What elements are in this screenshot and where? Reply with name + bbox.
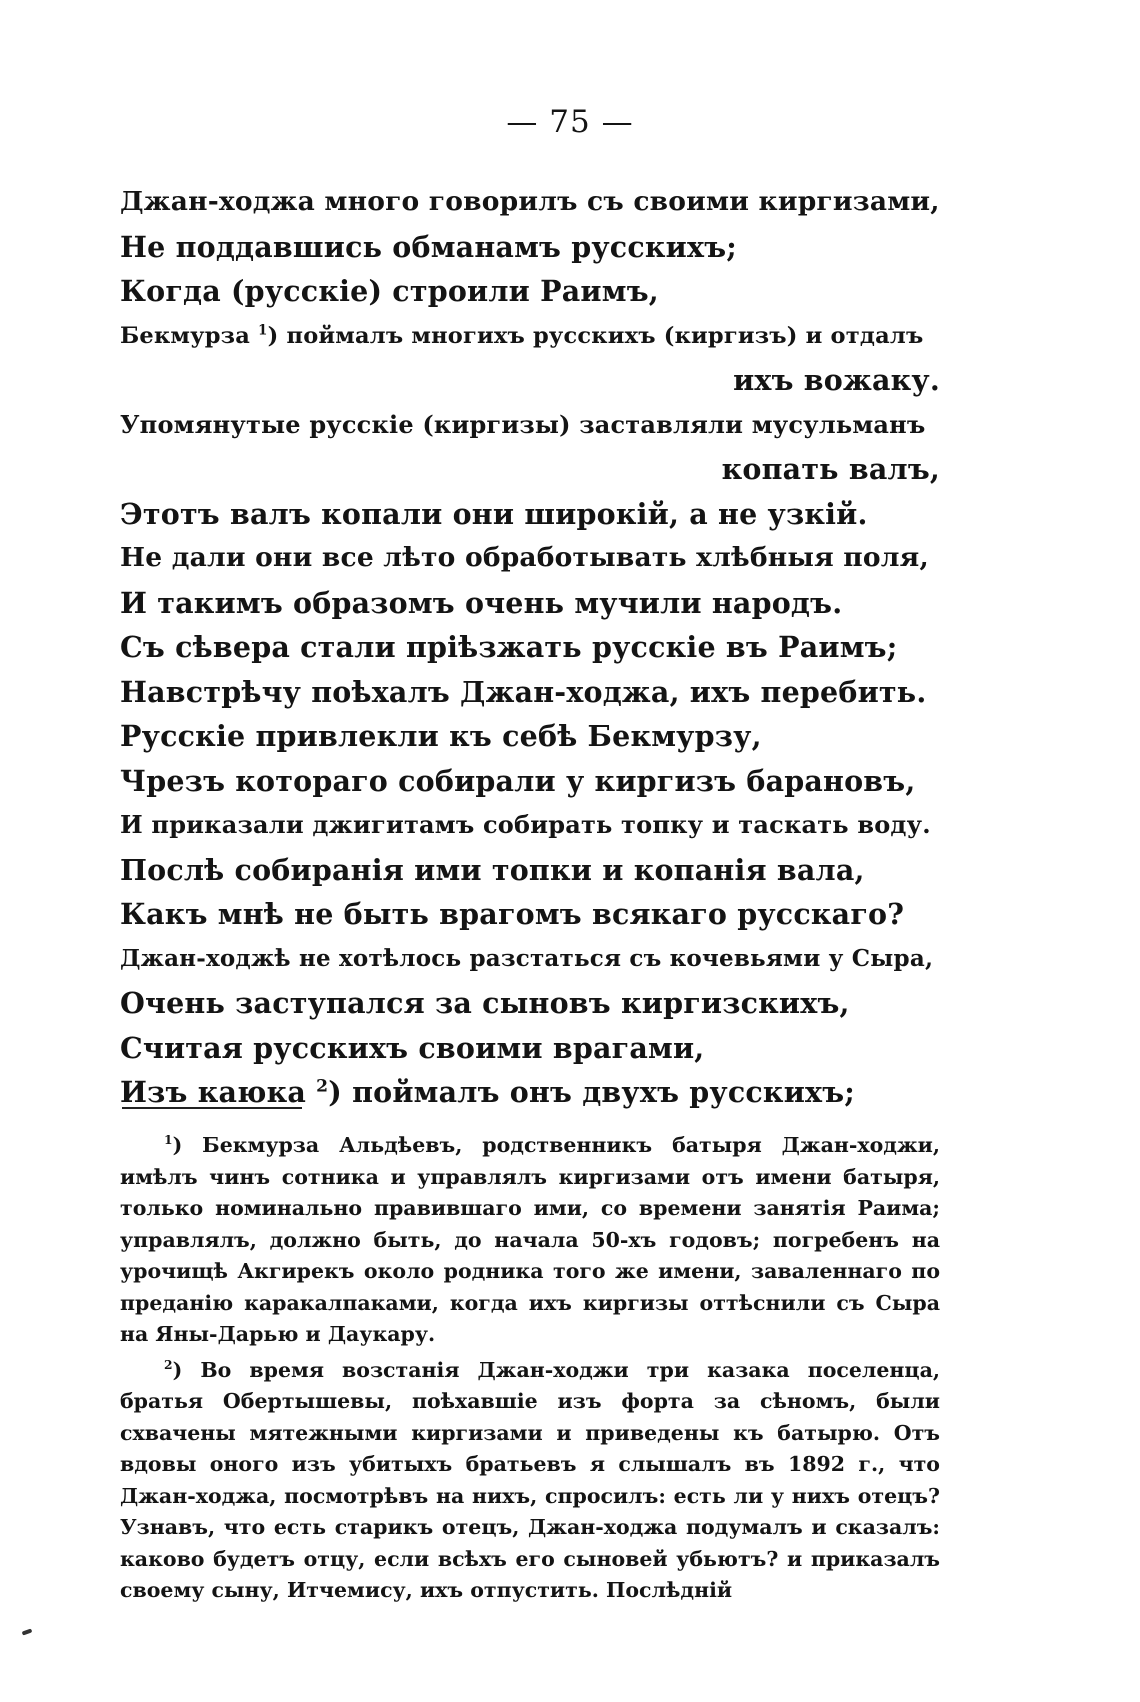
poem-line: Съ сѣвера стали пріѣзжать русскіе въ Раимъ;	[120, 630, 898, 664]
poem-line: Джан-ходжѣ не хотѣлось разстаться съ кочевьями у Сыра,	[120, 944, 934, 972]
footnote-text: ) Во время возстанія Джан-ходжи три казака поселенца, братья Обертышевы, поѣхавшіе изъ форта за сѣномъ, были схвачены мятежными киргизами и приведены къ батырю. Отъ вдовы оного изъ убитыхъ братьевъ я слышалъ въ 1892 г., что Джан-ходжа, посмотрѣвъ на нихъ, спросилъ: есть ли у нихъ отецъ? Узнавъ, что есть старикъ отецъ, Джан-ходжа подумалъ и сказалъ: каково будетъ отцу, если всѣхъ его сыновей убьютъ? и приказалъ своему сыну, Итчемису, ихъ отпустить. Послѣдній	[120, 1357, 940, 1602]
footnotes-section	[120, 1130, 940, 1611]
footnote-2	[120, 1355, 940, 1607]
poem-line-continuation: ихъ вожаку.	[733, 363, 940, 397]
page-number: — 75 —	[506, 104, 634, 140]
poem-line: Упомянутые русскіе (киргизы) заставляли мусульманъ	[120, 409, 926, 439]
poem-line: Когда (русскіе) строили Раимъ,	[120, 274, 659, 308]
poem-line-continuation: копать валъ,	[721, 452, 940, 486]
footnote-divider	[122, 1107, 302, 1109]
footnote-reference: 1	[258, 322, 268, 338]
poem-line: Чрезъ котораго собирали у киргизъ барановъ,	[120, 763, 916, 798]
poem-block	[120, 180, 940, 1115]
ink-speck	[22, 1628, 33, 1635]
poem-line: Какъ мнѣ не быть врагомъ всякаго русскаго?	[120, 897, 905, 931]
poem-line: Русскіе привлекли къ себѣ Бекмурзу,	[120, 719, 762, 753]
footnote-text: ) Бекмурза Альдѣевъ, родственникъ батыря Джан-ходжи, имѣлъ чинъ сотника и управлялъ киргизами отъ имени батыря, только номинально правившаго ими, со времени занятія Раима; управлялъ, должно быть, до начала 50-хъ годовъ; погребенъ на урочищѣ Акгирекъ около родника того же имени, заваленнаго по преданію каракалпаками, когда ихъ киргизы оттѣснили съ Сыра на Яны-Дарью и Даукару.	[120, 1133, 940, 1346]
footnote-marker: 2	[164, 1356, 173, 1372]
poem-line: И такимъ образомъ очень мучили народъ.	[120, 585, 843, 620]
footnote-1	[120, 1130, 940, 1351]
poem-line: Джан-ходжа много говорилъ съ своими киргизами,	[120, 186, 940, 217]
poem-line-text: Бекмурза	[120, 322, 259, 349]
poem-line: Считая русскихъ своими врагами,	[120, 1030, 705, 1065]
poem-line-text: Изъ каюка	[120, 1075, 317, 1109]
poem-line: Не поддавшись обманамъ русскихъ;	[120, 229, 737, 264]
poem-line-text: ) поймалъ онъ двухъ русскихъ;	[328, 1075, 856, 1109]
poem-line: Этотъ валъ копали они широкій, а не узкій.	[120, 496, 868, 531]
poem-line-text: ) поймалъ многихъ русскихъ (киргизъ) и отдалъ	[267, 322, 924, 349]
poem-line: И приказали джигитамъ собирать топку и таскать воду.	[120, 810, 931, 839]
poem-line: Очень заступался за сыновъ киргизскихъ,	[120, 986, 850, 1020]
poem-line: Навстрѣчу поѣхалъ Джан-ходжа, ихъ перебить.	[120, 674, 927, 709]
poem-line	[120, 314, 940, 359]
footnote-marker: 1	[164, 1132, 173, 1148]
poem-line: Не дали они все лѣто обработывать хлѣбныя поля,	[120, 542, 929, 573]
poem-line: Послѣ собиранія ими топки и копанія вала,	[120, 852, 865, 887]
footnote-reference: 2	[316, 1076, 329, 1097]
